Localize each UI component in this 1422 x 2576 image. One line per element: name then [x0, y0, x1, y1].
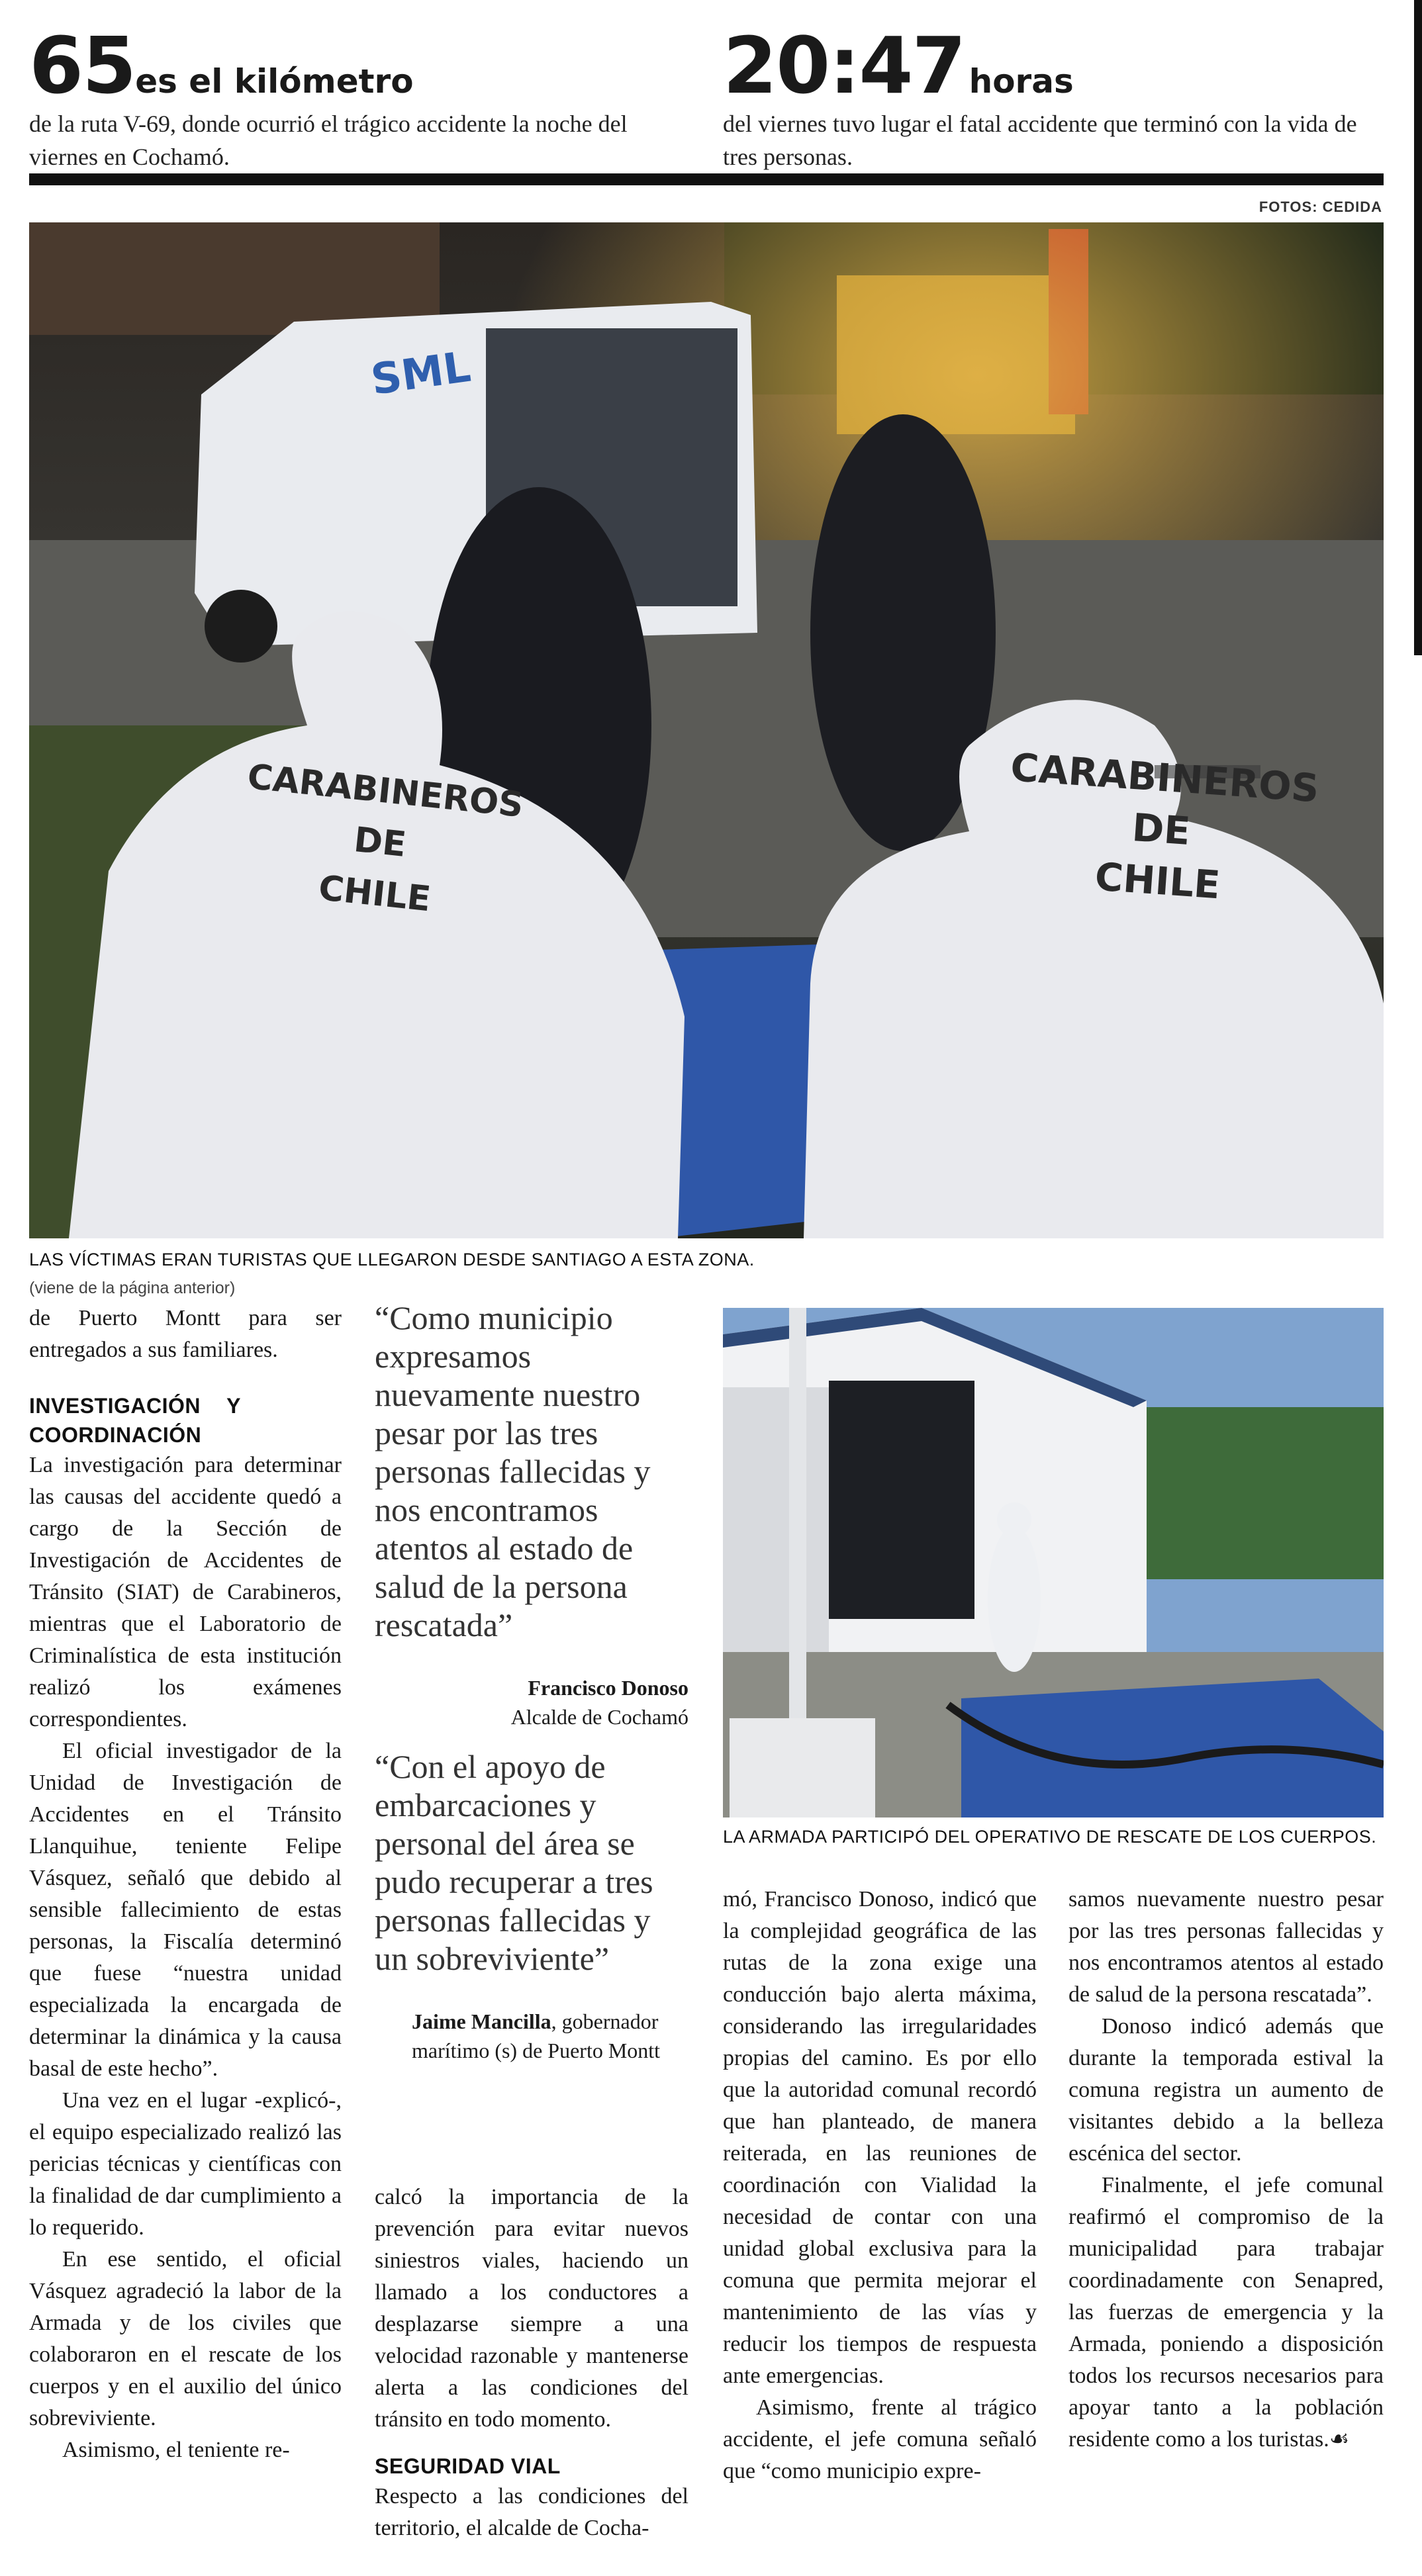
paragraph: La investigación para determinar las causas del accidente quedó a cargo de la Sección de Investigación de Accidentes de Tránsito (SIAT) de Carabineros, mientras que el Laboratorio de Criminalística de esta institución realizó los exámenes correspondientes. — [29, 1453, 342, 1731]
lead-paragraph: de Puerto Montt para ser entregados a sus familiares. — [29, 1306, 342, 1362]
stat-block-km — [29, 20, 691, 173]
column-4 — [1068, 1884, 1384, 2456]
svg-text:SML: SML — [367, 342, 474, 405]
paragraph: mó, Francisco Donoso, indicó que la complejidad geográfica de las rutas de la zona exige una conducción bajo alerta máxima, considerando las irregularidades propias del camino. Es por ello que la autoridad comunal recordó que han planteado, de manera reiterada, en las reuniones de coordinación con Vialidad la necesidad de contar con una unidad global exclusiva para la comuna que permita mejorar el mantenimiento de las vías y reducir los tiempos de respuesta ante emergencias. — [723, 1887, 1037, 2388]
main-photo-caption: LAS VÍCTIMAS ERAN TURISTAS QUE LLEGARON DESDE SANTIAGO A ESTA ZONA. — [29, 1250, 755, 1269]
stat-unit: horas — [969, 62, 1074, 101]
column-1 — [29, 1303, 342, 2466]
paragraph: Respecto a las condiciones del territorio, el alcalde de Cocha- — [375, 2484, 688, 2540]
quote-author-role: marítimo (s) de Puerto Montt — [412, 2039, 661, 2062]
paragraph: calcó la importancia de la prevención para evitar nuevos siniestros viales, haciendo un llamado a los conductores a desplazarse siempre a una velocidad razonable y mantenerse alerta a las condiciones del tránsito en todo momento. — [375, 2185, 688, 2432]
suit-text-left: CARABINEROS DE CHILE — [245, 757, 526, 920]
quote-text: “Con el apoyo de embarcaciones y personal del área se pudo recuperar a tres personas fallecidas y un sobreviviente” — [375, 1748, 653, 1977]
stat-block-time — [723, 20, 1385, 173]
stat-unit: es el kilómetro — [135, 62, 414, 101]
second-photo — [723, 1308, 1384, 1817]
second-photo-caption: LA ARMADA PARTICIPÓ DEL OPERATIVO DE RESCATE DE LOS CUERPOS. — [723, 1827, 1377, 1847]
suit-text-right: CARABINEROS DE CHILE — [1009, 744, 1321, 908]
column-2 — [375, 2182, 688, 2544]
stat-number: 20:47 — [723, 20, 965, 111]
top-divider — [29, 173, 1384, 185]
paragraph: Asimismo, frente al trágico accidente, el jefe comuna señaló que “como municipio expre- — [723, 2395, 1037, 2483]
quote-author-role: Alcalde de Cochamó — [510, 1705, 688, 1729]
quote-text: “Como municipio expresamos nuevamente nuestro pesar por las tres personas fallecidas y nos encontramos atentos al estado de salud de la persona rescatada” — [375, 1299, 651, 1643]
paragraph: En ese sentido, el oficial Vásquez agradeció la labor de la Armada y de los civiles que colaboraron en el rescate de los cuerpos y en el auxilio del único sobreviviente. — [29, 2247, 342, 2430]
quote-author: Francisco Donoso — [528, 1676, 688, 1700]
paragraph: Asimismo, el teniente re- — [62, 2438, 290, 2462]
paragraph: samos nuevamente nuestro pesar por las tres personas fallecidas y nos encontramos atentos al estado de salud de la persona rescatada”. — [1068, 1887, 1384, 2007]
paragraph: Una vez en el lugar -explicó-, el equipo especializado realizó las pericias técnicas y científicas con la finalidad de dar cumplimiento a lo requerido. — [29, 2088, 342, 2240]
column-3 — [723, 1884, 1037, 2487]
paragraph: Donoso indicó además que durante la temporada estival la comuna registra un aumento de visitantes debido a la belleza escénica del sector. — [1068, 2014, 1384, 2166]
continued-note: (viene de la página anterior) — [29, 1279, 236, 1297]
stat-description: del viernes tuvo lugar el fatal accidente que terminó con la vida de tres personas. — [723, 111, 1357, 170]
paragraph: El oficial investigador de la Unidad de Investigación de Accidentes en el Tránsito Llanquihue, teniente Felipe Vásquez, señaló que debido al sensible fallecimiento de estas personas, la Fiscalía determinó que fuese “nuestra unidad especializada la encargada de determinar la dinámica y la causa basal de este hecho”. — [29, 1739, 342, 2081]
pull-quote-mancilla — [375, 1747, 688, 2065]
paragraph: Finalmente, el jefe comunal reafirmó el compromiso de la municipalidad para trabajar coordinadamente con Senapred, las fuerzas de emergencia y la Armada, poniendo a disposición todos los recursos necesarios para apoyar tanto a la población residente como a los turistas.☙ — [1068, 2173, 1384, 2452]
stat-number: 65 — [29, 20, 136, 111]
stat-description: de la ruta V-69, donde ocurrió el trágico accidente la noche del viernes en Cochamó. — [29, 111, 628, 170]
main-photo — [29, 222, 1384, 1238]
subhead-investigacion: INVESTIGACIÓN Y COORDINACIÓN — [29, 1394, 241, 1447]
end-mark-icon: ☙ — [1329, 2427, 1350, 2452]
subhead-seguridad-vial: SEGURIDAD VIAL — [375, 2454, 561, 2478]
photo-credit: FOTOS: CEDIDA — [1258, 199, 1382, 215]
page-edge-bar — [1414, 0, 1422, 655]
pull-quote-donoso — [375, 1299, 688, 1731]
quote-author: Jaime Mancilla, gobernador — [412, 2009, 659, 2033]
